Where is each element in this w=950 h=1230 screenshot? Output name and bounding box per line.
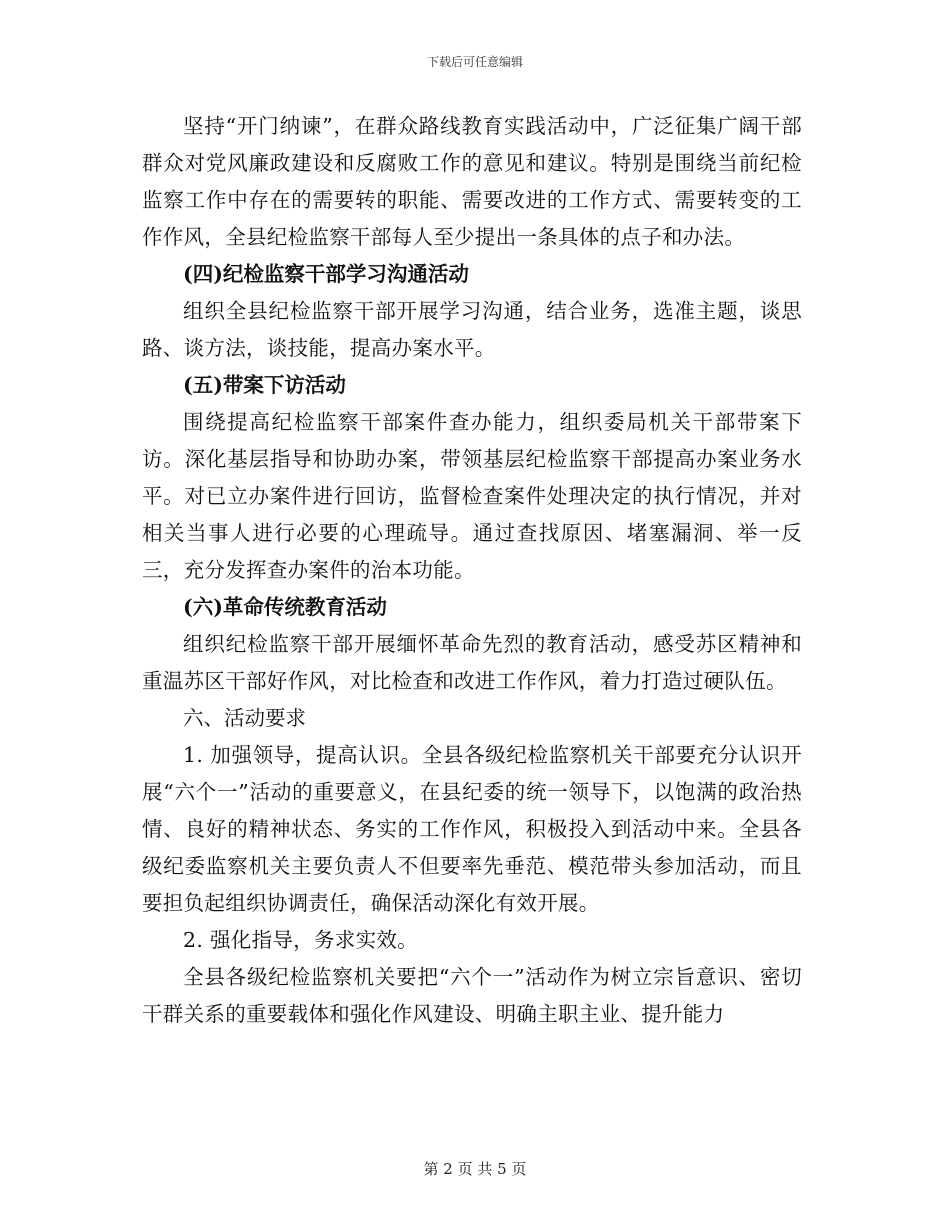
page-header-note: 下载后可任意编辑 xyxy=(426,55,523,69)
paragraph-guidance-title: 2. 强化指导，务求实效。 xyxy=(183,928,418,952)
section-title-requirements: 六、活动要求 xyxy=(183,706,306,730)
paragraph-case-visit: 围绕提高纪检监察干部案件查办能力，组织委局机关干部带案下访。深化基层指导和协助办案，带领基层纪检监察干部提高办案业务水平。对已立办案件进行回访，监督检查案件处理决定的执行情况，并对相关当事人进行必要的心理疏导。通过查找原因、堵塞漏洞、举一反三，充分发挥查办案件的治本功能。 xyxy=(142,410,802,582)
paragraph-revolution-education: 组织纪检监察干部开展缅怀革命先烈的教育活动，感受苏区精神和重温苏区干部好作风，对比检查和改进工作作风，着力打造过硬队伍。 xyxy=(142,632,802,693)
document-body xyxy=(142,108,802,1033)
heading-case-visit: (五)带案下访活动 xyxy=(183,373,346,397)
paragraph-open-door: 坚持“开门纳谏”，在群众路线教育实践活动中，广泛征集广阔干部群众对党风廉政建设和反腐败工作的意见和建议。特别是围绕当前纪检监察工作中存在的需要转的职能、需要改进的工作方式、需要转变的工作作风，全县纪检监察干部每人至少提出一条具体的点子和办法。 xyxy=(142,114,802,249)
heading-study-exchange: (四)纪检监察干部学习沟通活动 xyxy=(183,262,469,286)
heading-revolution-education: (六)革命传统教育活动 xyxy=(183,595,387,619)
paragraph-leadership: 1. 加强领导，提高认识。全县各级纪检监察机关干部要充分认识开展“六个一”活动的重要意义，在县纪委的统一领导下，以饱满的政治热情、良好的精神状态、务实的工作作风，积极投入到活动中来。全县各级纪委监察机关主要负责人不但要率先垂范、模范带头参加活动，而且要担负起组织协调责任，确保活动深化有效开展。 xyxy=(142,743,802,915)
paragraph-guidance: 全县各级纪检监察机关要把“六个一”活动作为树立宗旨意识、密切干群关系的重要载体和强化作风建设、明确主职主业、提升能力 xyxy=(142,965,802,1026)
paragraph-study-exchange: 组织全县纪检监察干部开展学习沟通，结合业务，选准主题，谈思路、谈方法，谈技能，提高办案水平。 xyxy=(142,299,802,360)
page-number: 第 2 页 共 5 页 xyxy=(423,1160,527,1178)
